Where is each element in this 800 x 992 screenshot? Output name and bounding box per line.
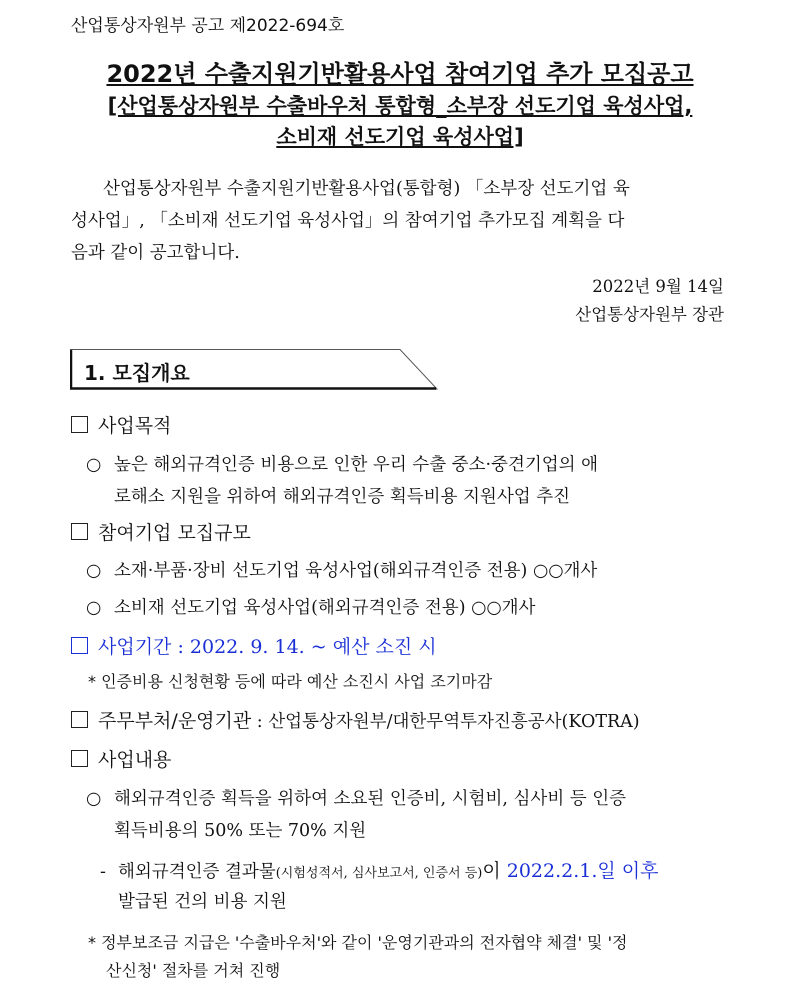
period-note: * 인증비용 신청현황 등에 따라 예산 소진시 사업 조기마감 bbox=[88, 672, 493, 691]
intro-paragraph-line2: 성사업」, 「소비재 선도기업 육성사업」의 참여기업 추가모집 계획을 다 bbox=[71, 211, 625, 231]
content-item-line1: ○ 해외규격인증 획득을 위하여 소요된 인증비, 시험비, 심사비 등 인증 bbox=[86, 789, 627, 809]
section-title: 1. 모집개요 bbox=[84, 361, 190, 385]
purpose-heading: 사업목적 bbox=[71, 411, 171, 438]
content-subitem-line2: 발급된 건의 비용 지원 bbox=[118, 892, 287, 912]
checkbox-square-icon bbox=[71, 637, 88, 654]
purpose-item-line2: 로해소 지원을 위하여 해외규격인증 획득비용 지원사업 추진 bbox=[114, 487, 570, 507]
checkbox-square-icon bbox=[71, 416, 88, 433]
checkbox-square-icon bbox=[71, 711, 88, 728]
content-heading: 사업내용 bbox=[71, 745, 171, 772]
document-title: 2022년 수출지원기반활용사업 참여기업 추가 모집공고 bbox=[106, 60, 694, 88]
document-subtitle-line2: 소비재 선도기업 육성사업] bbox=[276, 125, 524, 149]
content-note-line2: 산신청' 절차를 거쳐 진행 bbox=[106, 961, 281, 980]
content-item-line2: 획득비용의 50% 또는 70% 지원 bbox=[114, 821, 367, 841]
intro-paragraph-line3: 음과 같이 공고합니다. bbox=[71, 243, 240, 263]
content-note-line1: * 정부보조금 지급은 '수출바우처'와 같이 '운영기관과의 전자협약 체결' 및 '정 bbox=[88, 933, 628, 952]
section-header-box bbox=[70, 349, 437, 389]
announcement-signer: 산업통상자원부 장관 bbox=[575, 305, 724, 324]
checkbox-square-icon bbox=[71, 750, 88, 767]
intro-paragraph-line1: 산업통상자원부 수출지원기반활용사업(통합형) 「소부장 선도기업 육 bbox=[103, 179, 630, 199]
scale-item-1: ○ 소재·부품·장비 선도기업 육성사업(해외규격인증 전용) ○○개사 bbox=[86, 561, 598, 581]
period-heading: 사업기간 : 2022. 9. 14. ~ 예산 소진 시 bbox=[71, 632, 437, 659]
content-subitem-line1: - 해외규격인증 결과물(시험성적서, 심사보고서, 인증서 등)이 2022.2.1.일 이후 bbox=[100, 860, 659, 882]
document-subtitle-line1: [산업통상자원부 수출바우처 통합형_소부장 선도기업 육성사업, bbox=[107, 94, 693, 118]
scale-heading: 참여기업 모집규모 bbox=[71, 518, 251, 545]
scale-item-2: ○ 소비재 선도기업 육성사업(해외규격인증 전용) ○○개사 bbox=[86, 598, 536, 618]
announcement-date: 2022년 9월 14일 bbox=[592, 277, 724, 296]
checkbox-square-icon bbox=[71, 523, 88, 540]
organization-heading: 주무부처/운영기관 : 산업통상자원부/대한무역투자진흥공사(KOTRA) bbox=[71, 706, 640, 733]
purpose-item-line1: ○ 높은 해외규격인증 비용으로 인한 우리 수출 중소·중견기업의 애 bbox=[86, 455, 599, 475]
notice-number: 산업통상자원부 공고 제2022-694호 bbox=[71, 16, 345, 36]
